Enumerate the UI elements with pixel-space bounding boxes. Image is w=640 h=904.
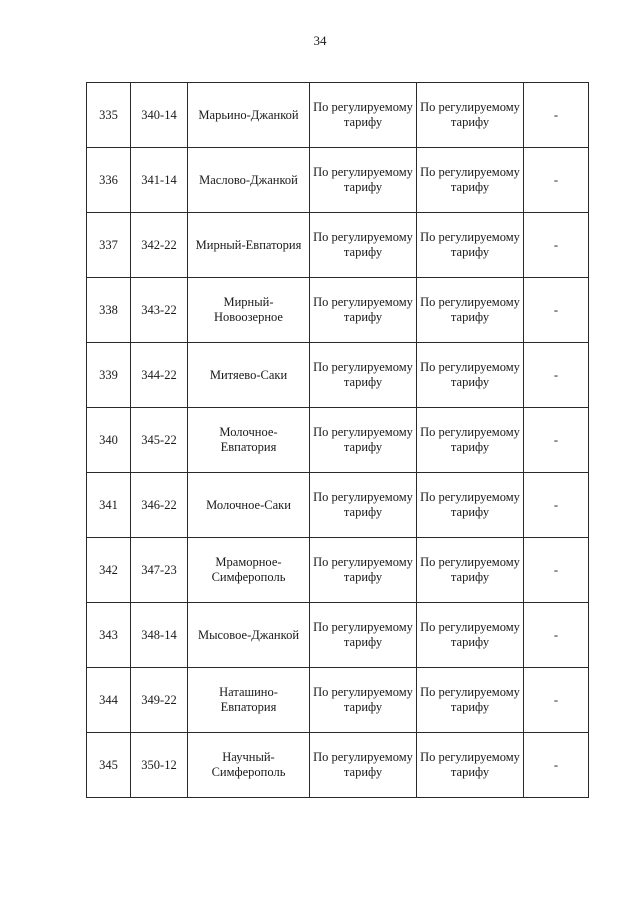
routes-table-body — [87, 83, 589, 798]
route-name-text: Мраморное-Симферополь — [211, 555, 286, 584]
registration-number-text: 345-22 — [141, 432, 177, 447]
route-name-text: Мирный-Евпатория — [195, 237, 302, 252]
row-number-cell — [87, 668, 131, 733]
registration-number-cell — [131, 148, 188, 213]
row-number-text: 342 — [99, 562, 118, 577]
table-row — [87, 278, 589, 343]
route-name-cell — [188, 668, 310, 733]
table-row — [87, 408, 589, 473]
tariff-cell — [310, 603, 417, 668]
route-name-cell — [188, 213, 310, 278]
table-row — [87, 343, 589, 408]
table-row — [87, 473, 589, 538]
registration-number-text: 349-22 — [141, 692, 177, 707]
tariff-text: По регулируемому тарифу — [313, 230, 413, 259]
tariff-text: По регулируемому тарифу — [313, 360, 413, 389]
extra-text: - — [553, 107, 559, 122]
route-name-text: Марьино-Джанкой — [198, 107, 299, 122]
routes-table — [86, 82, 589, 798]
tariff-cell — [417, 603, 524, 668]
registration-number-text: 343-22 — [141, 302, 177, 317]
table-row — [87, 733, 589, 798]
tariff-cell — [310, 83, 417, 148]
registration-number-cell — [131, 83, 188, 148]
route-name-cell — [188, 538, 310, 603]
row-number-text: 335 — [99, 107, 118, 122]
route-name-cell — [188, 473, 310, 538]
tariff-cell — [417, 408, 524, 473]
tariff-cell — [310, 148, 417, 213]
registration-number-text: 342-22 — [141, 237, 177, 252]
registration-number-cell — [131, 733, 188, 798]
tariff-cell — [310, 408, 417, 473]
registration-number-text: 348-14 — [141, 627, 177, 642]
route-name-cell — [188, 83, 310, 148]
table-row — [87, 148, 589, 213]
tariff-text: По регулируемому тарифу — [313, 295, 413, 324]
row-number-text: 341 — [99, 497, 118, 512]
extra-text: - — [553, 302, 559, 317]
tariff-text: По регулируемому тарифу — [313, 490, 413, 519]
extra-text: - — [553, 432, 559, 447]
tariff-text: По регулируемому тарифу — [420, 165, 520, 194]
tariff-cell — [310, 538, 417, 603]
extra-cell — [524, 668, 589, 733]
tariff-text: По регулируемому тарифу — [420, 490, 520, 519]
tariff-text: По регулируемому тарифу — [420, 750, 520, 779]
tariff-cell — [310, 733, 417, 798]
registration-number-text: 347-23 — [141, 562, 177, 577]
extra-cell — [524, 733, 589, 798]
tariff-cell — [310, 473, 417, 538]
extra-text: - — [553, 237, 559, 252]
row-number-cell — [87, 733, 131, 798]
table-row — [87, 213, 589, 278]
tariff-text: По регулируемому тарифу — [313, 685, 413, 714]
row-number-text: 344 — [99, 692, 118, 707]
table-row — [87, 668, 589, 733]
extra-cell — [524, 83, 589, 148]
page-number: 34 — [313, 33, 327, 48]
row-number-cell — [87, 473, 131, 538]
extra-cell — [524, 148, 589, 213]
registration-number-text: 350-12 — [141, 757, 177, 772]
row-number-text: 337 — [99, 237, 118, 252]
row-number-text: 340 — [99, 432, 118, 447]
tariff-cell — [310, 278, 417, 343]
tariff-cell — [417, 343, 524, 408]
extra-text: - — [553, 497, 559, 512]
extra-text: - — [553, 757, 559, 772]
route-name-text: Молочное-Саки — [206, 497, 291, 512]
tariff-text: По регулируемому тарифу — [420, 100, 520, 129]
tariff-text: По регулируемому тарифу — [313, 620, 413, 649]
row-number-text: 343 — [99, 627, 118, 642]
extra-cell — [524, 603, 589, 668]
tariff-cell — [310, 343, 417, 408]
route-name-cell — [188, 733, 310, 798]
extra-cell — [524, 278, 589, 343]
route-name-text: Научный-Симферополь — [211, 750, 286, 779]
registration-number-cell — [131, 213, 188, 278]
route-name-cell — [188, 603, 310, 668]
tariff-text: По регулируемому тарифу — [420, 360, 520, 389]
row-number-text: 338 — [99, 302, 118, 317]
extra-cell — [524, 408, 589, 473]
tariff-cell — [417, 148, 524, 213]
extra-text: - — [553, 692, 559, 707]
tariff-text: По регулируемому тарифу — [313, 750, 413, 779]
table-row — [87, 83, 589, 148]
tariff-cell — [417, 278, 524, 343]
route-name-text: Молочное-Евпатория — [219, 425, 278, 454]
registration-number-cell — [131, 668, 188, 733]
tariff-text: По регулируемому тарифу — [313, 555, 413, 584]
table-row — [87, 603, 589, 668]
tariff-text: По регулируемому тарифу — [313, 100, 413, 129]
table-row — [87, 538, 589, 603]
registration-number-text: 341-14 — [141, 172, 177, 187]
tariff-cell — [417, 733, 524, 798]
extra-cell — [524, 343, 589, 408]
extra-text: - — [553, 562, 559, 577]
route-name-text: Мирный-Новоозерное — [214, 295, 283, 324]
row-number-cell — [87, 148, 131, 213]
row-number-cell — [87, 83, 131, 148]
row-number-cell — [87, 343, 131, 408]
tariff-cell — [417, 473, 524, 538]
row-number-cell — [87, 538, 131, 603]
row-number-cell — [87, 278, 131, 343]
extra-text: - — [553, 627, 559, 642]
registration-number-cell — [131, 278, 188, 343]
route-name-text: Мысовое-Джанкой — [197, 627, 300, 642]
tariff-text: По регулируемому тарифу — [313, 165, 413, 194]
route-name-text: Маслово-Джанкой — [199, 172, 298, 187]
registration-number-text: 346-22 — [141, 497, 177, 512]
route-name-text: Митяево-Саки — [209, 367, 288, 382]
row-number-text: 345 — [99, 757, 118, 772]
row-number-cell — [87, 213, 131, 278]
extra-cell — [524, 473, 589, 538]
registration-number-cell — [131, 603, 188, 668]
registration-number-cell — [131, 408, 188, 473]
row-number-text: 339 — [99, 367, 118, 382]
row-number-cell — [87, 603, 131, 668]
tariff-cell — [417, 538, 524, 603]
tariff-text: По регулируемому тарифу — [420, 425, 520, 454]
tariff-text: По регулируемому тарифу — [420, 230, 520, 259]
tariff-cell — [417, 668, 524, 733]
registration-number-cell — [131, 343, 188, 408]
route-name-cell — [188, 408, 310, 473]
extra-text: - — [553, 367, 559, 382]
route-name-text: Наташино-Евпатория — [219, 685, 278, 714]
tariff-cell — [310, 668, 417, 733]
tariff-text: По регулируемому тарифу — [420, 620, 520, 649]
route-name-cell — [188, 278, 310, 343]
extra-cell — [524, 213, 589, 278]
tariff-cell — [417, 213, 524, 278]
tariff-text: По регулируемому тарифу — [420, 685, 520, 714]
row-number-cell — [87, 408, 131, 473]
tariff-cell — [417, 83, 524, 148]
tariff-text: По регулируемому тарифу — [313, 425, 413, 454]
tariff-text: По регулируемому тарифу — [420, 295, 520, 324]
extra-cell — [524, 538, 589, 603]
row-number-text: 336 — [99, 172, 118, 187]
registration-number-text: 344-22 — [141, 367, 177, 382]
registration-number-text: 340-14 — [141, 107, 177, 122]
tariff-cell — [310, 213, 417, 278]
extra-text: - — [553, 172, 559, 187]
registration-number-cell — [131, 538, 188, 603]
route-name-cell — [188, 148, 310, 213]
registration-number-cell — [131, 473, 188, 538]
tariff-text: По регулируемому тарифу — [420, 555, 520, 584]
route-name-cell — [188, 343, 310, 408]
